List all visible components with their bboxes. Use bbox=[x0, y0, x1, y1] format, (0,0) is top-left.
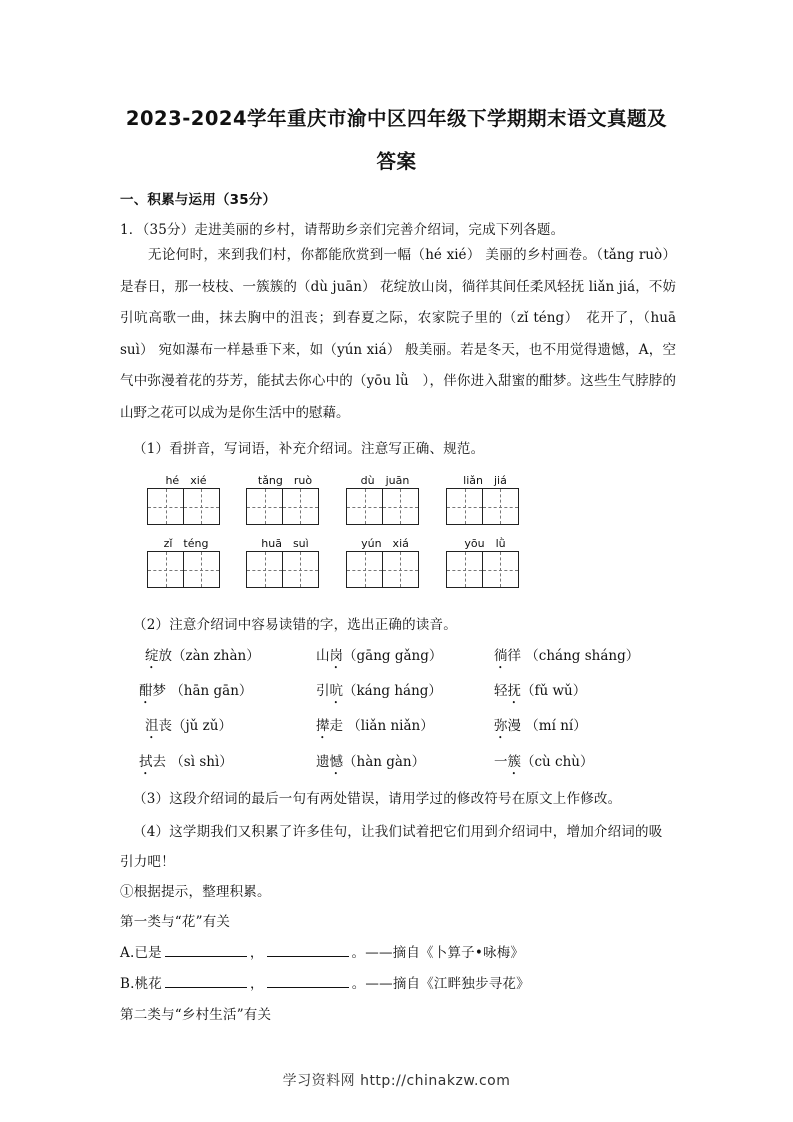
choice-dotted-char: 岗 bbox=[329, 648, 343, 664]
pinyin-label: hé xié bbox=[165, 474, 207, 487]
item-b-blank-1[interactable] bbox=[165, 974, 247, 988]
sub-question-1: （1）看拼音，写词语，补充介绍词。注意写正确、规范。 bbox=[133, 441, 485, 457]
choice-options: 梦 （hān gān） bbox=[152, 683, 253, 699]
pronunciation-choice[interactable] bbox=[316, 714, 434, 742]
writing-box[interactable] bbox=[446, 551, 483, 588]
choice-options: 丧（jǔ zǔ） bbox=[158, 718, 232, 734]
choice-options: 徉 （cháng sháng） bbox=[507, 648, 640, 664]
pronunciation-choice[interactable] bbox=[145, 714, 232, 742]
choice-options: （cù chù） bbox=[521, 754, 594, 770]
item-a-blank-2[interactable] bbox=[267, 943, 349, 957]
writing-box[interactable] bbox=[446, 488, 483, 525]
choice-options: 放（zàn zhàn） bbox=[158, 648, 260, 664]
pronunciation-choice[interactable] bbox=[494, 714, 587, 742]
choice-prefix: 引 bbox=[316, 683, 330, 699]
choice-options: （hàn gàn） bbox=[343, 754, 426, 770]
item-b-source: 。——摘自《江畔独步寻花》 bbox=[351, 976, 530, 992]
pinyin-label: dù juān bbox=[360, 474, 410, 487]
pinyin-label: yún xiá bbox=[361, 537, 409, 550]
pronunciation-choice[interactable] bbox=[494, 750, 594, 778]
pinyin-label: tǎng ruò bbox=[257, 474, 313, 487]
pronunciation-choice[interactable] bbox=[316, 679, 442, 707]
choice-dotted-char: 徜 bbox=[494, 648, 508, 664]
sub-question-4-line-1: （4）这学期我们又积累了许多佳句，让我们试着把它们用到介绍词中，增加介绍词的吸 bbox=[133, 824, 663, 840]
writing-box[interactable] bbox=[382, 488, 419, 525]
sub-question-4-line-2: 引力吧！ bbox=[120, 854, 175, 870]
choice-dotted-char: 绽 bbox=[145, 648, 159, 664]
writing-box[interactable] bbox=[346, 488, 383, 525]
item-b-comma: ， bbox=[250, 976, 264, 992]
item-a-prefix: A.已是 bbox=[120, 945, 162, 961]
pinyin-label: yōu lǜ bbox=[464, 537, 506, 550]
category-1-heading: 第一类与“花”有关 bbox=[120, 914, 231, 930]
writing-box[interactable] bbox=[282, 488, 319, 525]
section-heading: 一、积累与运用（35分） bbox=[120, 192, 277, 208]
choice-dotted-char: 弥 bbox=[494, 718, 508, 734]
writing-box[interactable] bbox=[246, 551, 283, 588]
choice-options: 去 （sì shì） bbox=[152, 754, 233, 770]
item-b-blank-2[interactable] bbox=[267, 974, 349, 988]
choice-prefix: 轻 bbox=[494, 683, 508, 699]
choice-dotted-char: 簇 bbox=[507, 754, 521, 770]
sub-question-2: （2）注意介绍词中容易读错的字，选出正确的读音。 bbox=[133, 617, 457, 633]
writing-box[interactable] bbox=[183, 551, 220, 588]
choice-dotted-char: 吭 bbox=[329, 683, 343, 699]
choice-options: 漫 （mí ní） bbox=[507, 718, 587, 734]
item-a bbox=[120, 941, 524, 961]
choice-dotted-char: 抚 bbox=[507, 683, 521, 699]
question-1-intro: 1．（35分）走进美丽的乡村，请帮助乡亲们完善介绍词，完成下列各题。 bbox=[120, 222, 565, 238]
choice-prefix: 一 bbox=[494, 754, 508, 770]
choice-prefix: 山 bbox=[316, 648, 330, 664]
pronunciation-choice[interactable] bbox=[139, 679, 252, 707]
pinyin-label: liǎn jiá bbox=[463, 474, 507, 487]
writing-box[interactable] bbox=[147, 488, 184, 525]
pinyin-label: zǐ téng bbox=[163, 537, 209, 550]
writing-box[interactable] bbox=[147, 551, 184, 588]
writing-box[interactable] bbox=[246, 488, 283, 525]
choice-dotted-char: 沮 bbox=[145, 718, 159, 734]
writing-box[interactable] bbox=[346, 551, 383, 588]
sub-question-3: （3）这段介绍词的最后一句有两处错误，请用学过的修改符号在原文上作修改。 bbox=[133, 791, 622, 807]
pronunciation-choice[interactable] bbox=[316, 644, 442, 672]
writing-box[interactable] bbox=[282, 551, 319, 588]
choice-prefix: 遗 bbox=[316, 754, 330, 770]
footer-watermark: 学习资料网 http://chinakzw.com bbox=[282, 1073, 511, 1089]
pronunciation-choice[interactable] bbox=[316, 750, 425, 778]
choice-options: （fǔ wǔ） bbox=[521, 683, 587, 699]
writing-box[interactable] bbox=[382, 551, 419, 588]
item-b bbox=[120, 972, 530, 992]
choice-dotted-char: 憾 bbox=[329, 754, 343, 770]
pronunciation-choice[interactable] bbox=[494, 644, 639, 672]
instruction-organize: ①根据提示，整理积累。 bbox=[120, 884, 271, 900]
pinyin-label: huā suì bbox=[261, 537, 309, 550]
category-2-heading: 第二类与“乡村生活”有关 bbox=[120, 1007, 272, 1023]
writing-box[interactable] bbox=[482, 488, 519, 525]
choice-dotted-char: 酣 bbox=[139, 683, 153, 699]
choice-options: （gāng gǎng） bbox=[343, 648, 443, 664]
writing-box[interactable] bbox=[482, 551, 519, 588]
item-b-prefix: B.桃花 bbox=[120, 976, 163, 992]
item-a-comma: ， bbox=[249, 945, 264, 961]
writing-box[interactable] bbox=[183, 488, 220, 525]
item-a-source: 。——摘自《卜算子•咏梅》 bbox=[351, 945, 525, 961]
pronunciation-choice[interactable] bbox=[494, 679, 586, 707]
choice-options: （káng háng） bbox=[343, 683, 442, 699]
choice-dotted-char: 撵 bbox=[316, 718, 330, 734]
choice-options: 走 （liǎn niǎn） bbox=[329, 718, 434, 734]
passage: 无论何时，来到我们村，你都能欣赏到一幅（hé xié） 美丽的乡村画卷。（tǎng ruò）是春日，那一枝枝、一簇簇的（dù juān） 花绽放山岗，徜徉其间任柔风轻抚 liǎn jiá，不妨引吭高歌一曲，抹去胸中的沮丧；到春夏之际，农家院子里的（zǐ téng） 花开了，（huā suì） 宛如瀑布一样悬垂下来，如（yún xiá） 般美丽。若是冬天，也不用觉得遗憾，A，空气中弥漫着花的芬芳，能拭去你心中的（yōu lǜ ），伴你进入甜蜜的酣梦。这些生气脖脖的山野之花可以成为是你生活中的慰藉。 bbox=[120, 247, 676, 421]
choice-dotted-char: 拭 bbox=[139, 754, 153, 770]
item-a-blank-1[interactable] bbox=[165, 943, 247, 957]
pronunciation-choice[interactable] bbox=[145, 644, 260, 672]
title-line-2: 答案 bbox=[376, 150, 417, 173]
title-line-1: 2023-2024学年重庆市渝中区四年级下学期期末语文真题及 bbox=[125, 107, 668, 130]
pronunciation-choice[interactable] bbox=[139, 750, 233, 778]
